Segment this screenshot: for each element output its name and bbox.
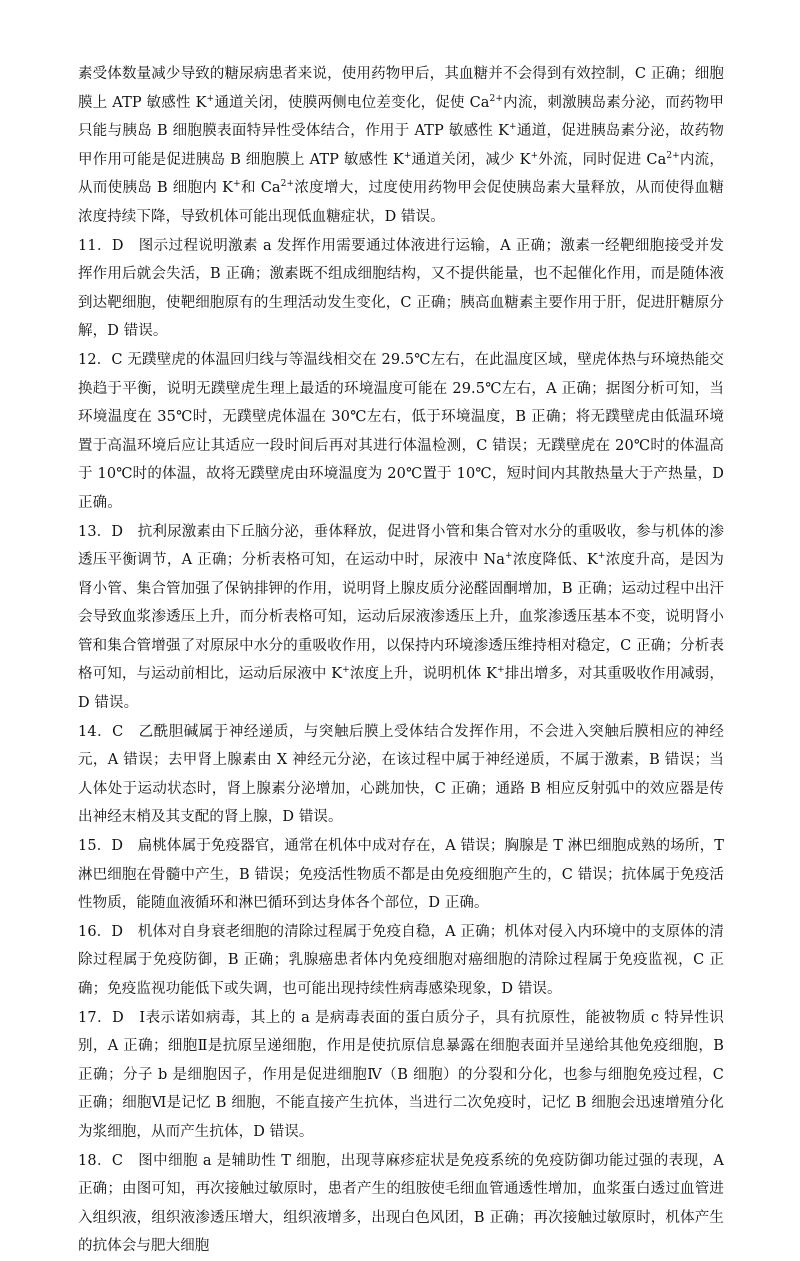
text-segment: 12．C 无蹼壁虎的体温回归线与等温线相交在 29.5℃左右，在此温度区域，壁虎体热与环境热能交换趋于平衡，说明无蹼壁虎生理上最适的环境温度可能在 29.5℃左右，A 正确；据图分析可知，当环境温度在 35℃时，无蹼壁虎体温在 30℃左右，低于环境温度，B 正确；将无蹼壁虎由低温环境置于高温环境后应让其适应一段时间后再对其进行体温检测，C 错误；无蹼壁虎在 20℃时的体温高于 10℃时的体温，故将无蹼壁虎由环境温度为 20℃置于 10℃，短时间内其散热量大于产热量，D 正确。 — [78, 351, 724, 511]
superscript-charge: 2+ — [280, 179, 295, 190]
text-segment: 14．C 乙酰胆碱属于神经递质，与突触后膜上受体结合发挥作用，不会进入突触后膜相应的神经元，A 错误；去甲肾上腺素由 X 神经元分泌，在该过程中属于神经递质，不属于激素，B 错误；当人体处于运动状态时，肾上腺素分泌增加，心跳加快，C 正确；通路 B 相应反射弧中的效应器是传出神经末梢及其支配的肾上腺，D 错误。 — [78, 723, 724, 826]
text-segment: 和 Ca — [240, 180, 281, 197]
answer-paragraph — [78, 346, 724, 518]
text-segment: 13．D 抗利尿激素由下丘脑分泌，垂体释放，促进肾小管和集合管对水分的重吸收，参与机体的渗透压平衡调节，A 正确；分析表格可知，在运动中时，尿液中 Na — [78, 523, 724, 569]
superscript-charge: + — [530, 150, 539, 161]
text-segment: 浓度上升，说明机体 K — [349, 666, 498, 683]
text-segment: 15．D 扁桃体属于免疫器官，通常在机体中成对存在，A 错误；胸腺是 T 淋巴细胞成熟的场所，T 淋巴细胞在骨髓中产生，B 错误；免疫活性物质不都是由免疫细胞产生的，C 错误；抗体属于免疫活性物质，能随血液循环和淋巴循环到达身体各个部位，D 正确。 — [78, 838, 724, 912]
superscript-charge: + — [505, 551, 513, 562]
answer-paragraph — [78, 518, 724, 718]
answer-paragraph — [78, 232, 724, 346]
text-segment: 浓度增大，过度使用药物甲会促使胰岛素大量释放，从而使得血糖浓度持续下降，导致机体可能出现低血糖症状，D 错误。 — [78, 180, 724, 225]
superscript-charge: + — [403, 150, 412, 161]
text-segment: 11．D 图示过程说明激素 a 发挥作用需要通过体液进行运输，A 正确；激素一经靶细胞接受并发挥作用后就会失活，B 正确；激素既不组成细胞结构，又不提供能量，也不起催化作用，而是随体液到达靶细胞，使靶细胞原有的生理活动发生变化，C 正确；胰高血糖素主要作用于肝，促进肝糖原分解，D 错误。 — [78, 237, 724, 340]
superscript-charge: + — [497, 665, 505, 676]
superscript-charge: + — [233, 179, 241, 190]
answer-paragraph — [78, 60, 724, 232]
text-segment: 16．D 机体对自身衰老细胞的清除过程属于免疫自稳，A 正确；机体对侵入内环境中的支原体的清除过程属于免疫防御，B 正确；乳腺癌患者体内免疫细胞对癌细胞的清除过程属于免疫监视，C 正确；免疫监视功能低下或失调，也可能出现持续性病毒感染现象，D 错误。 — [78, 923, 724, 997]
document-page — [78, 60, 724, 1261]
text-segment: 通道，促进胰岛素分泌，故药物甲作用可能是促进胰岛 B 细胞膜上 ATP 敏感性 K — [78, 123, 724, 168]
text-segment: 外流，同时促进 Ca — [538, 151, 667, 168]
text-segment: 浓度降低、K — [512, 552, 598, 569]
text-segment: 17．D Ⅰ表示诺如病毒，其上的 a 是病毒表面的蛋白质分子，具有抗原性，能被物质 c 特异性识别，A 正确；细胞Ⅱ是抗原呈递细胞，作用是使抗原信息暴露在细胞表面并呈递给其他免疫细胞，B 正确；分子 b 是细胞因子，作用是促进细胞Ⅳ（B 细胞）的分裂和分化，也参与细胞免疫过程，C 正确；细胞Ⅵ是记忆 B 细胞，不能直接产生抗体，当进行二次免疫时，记忆 B 细胞会迅速增殖分化为浆细胞，从而产生抗体，D 错误。 — [78, 1009, 724, 1140]
answer-paragraph — [78, 832, 724, 918]
text-segment: 内流，从而使胰岛 B 细胞内 K — [78, 151, 724, 197]
text-segment: 内流，刺激胰岛素分泌，而药物甲只能与胰岛 B 细胞膜表面特异性受体结合，作用于 ATP 敏感性 K — [78, 94, 724, 140]
superscript-charge: + — [342, 665, 350, 676]
text-segment: 排出增多，对其重吸收作用减弱，D 错误。 — [78, 666, 725, 712]
superscript-charge: 2+ — [489, 93, 504, 104]
text-segment: 通道关闭，减少 K — [411, 151, 531, 168]
text-segment: 素受体数量减少导致的糖尿病患者来说，使用药物甲后，其血糖并不会得到有效控制，C 正确；细胞膜上 ATP 敏感性 K — [78, 66, 724, 111]
answer-paragraph — [78, 918, 724, 1004]
superscript-charge: + — [206, 93, 215, 104]
superscript-charge: + — [597, 551, 606, 562]
text-segment: 通道关闭，使膜两侧电位差变化，促使 Ca — [214, 94, 490, 111]
answer-paragraph — [78, 1004, 724, 1147]
superscript-charge: 2+ — [666, 150, 680, 161]
answer-paragraph — [78, 718, 724, 832]
text-segment: 浓度升高，是因为肾小管、集合管加强了保钠排钾的作用，说明肾上腺皮质分泌醛固酮增加，B 正确；运动过程中出汗会导致血浆渗透压上升，而分析表格可知，运动后尿液渗透压上升，血浆渗透压基本不变，说明肾小管和集合管增强了对原尿中水分的重吸收作用，以保持内环境渗透压维持相对稳定，C 正确；分析表格可知，与运动前相比，运动后尿液中 K — [78, 552, 724, 683]
superscript-charge: + — [509, 122, 517, 133]
answer-paragraph — [78, 1147, 724, 1261]
text-segment: 18．C 图中细胞 a 是辅助性 T 细胞，出现荨麻疹症状是免疫系统的免疫防御功能过强的表现，A 正确；由图可知，再次接触过敏原时，患者产生的组胺使毛细血管通透性增加，血浆蛋白透过血管进入组织液，组织液渗透压增大，组织液增多，出现白色风团，B 正确；再次接触过敏原时，机体产生的抗体会与肥大细胞 — [78, 1152, 724, 1255]
